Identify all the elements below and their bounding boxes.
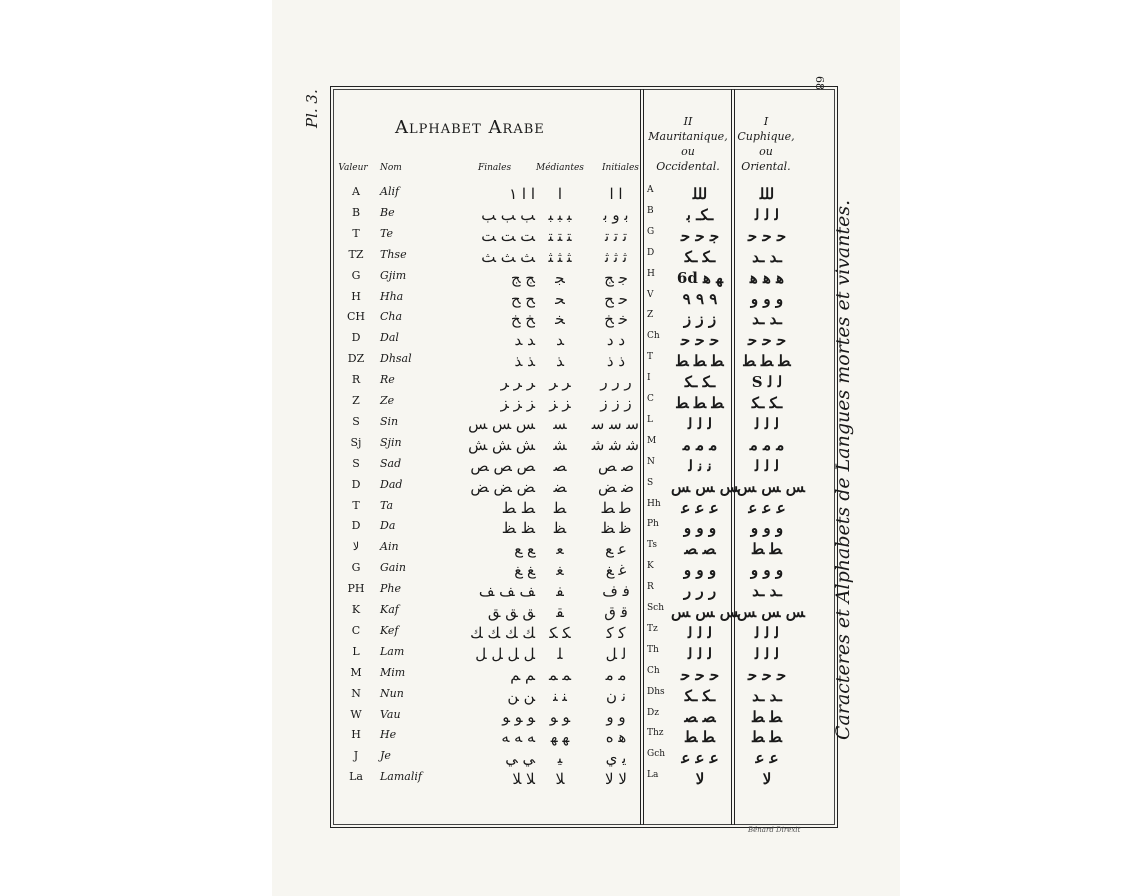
cell-nom: Alif (380, 185, 400, 198)
cell-mediantes: ﻄ (553, 498, 567, 517)
table-row (335, 269, 835, 290)
header-cuphique-line1: Cuphique, (737, 130, 795, 143)
table-row (335, 603, 835, 624)
cell-finales: ﻮ ﻮ ﻮ (502, 707, 535, 726)
cell-cuphique: ﻄ ﻄ ﻄ (743, 352, 791, 371)
cell-cuphique: ـﺪ ـﺪ (752, 582, 782, 601)
cell-valeur: M (350, 665, 362, 679)
cell-mauritanique: ﻟ ﻟ ﻟ (687, 644, 713, 663)
cell-mauritanique-value: K (647, 561, 654, 572)
cell-finales: ﺚ ﺚ ﺚ (481, 247, 535, 266)
table-row (335, 415, 835, 436)
cell-nom: Ain (380, 540, 399, 554)
cell-cuphique: ﺣ ﺣ ﺣ (747, 226, 787, 245)
cell-finales: ﺬ ﺬ (514, 352, 535, 371)
cell-mauritanique-value: S (647, 477, 654, 488)
cell-cuphique: ـﻜ ـﻜ (751, 394, 783, 412)
cell-cuphique: ﻭ ﻭ ﻭ (750, 519, 784, 538)
cell-nom: Kef (380, 623, 399, 637)
cell-mauritanique-value: L (647, 414, 653, 425)
cell-mediantes: ﺴ (553, 414, 567, 433)
cell-mauritanique-value: Ph (647, 519, 659, 530)
cell-nom: Lamalif (380, 770, 422, 784)
table-row (335, 728, 835, 749)
header-valeur: Valeur (338, 163, 368, 173)
cell-valeur: D (351, 477, 361, 491)
cell-nom: He (380, 728, 397, 742)
cell-mauritanique-value: Tz (647, 623, 658, 634)
cell-mauritanique-value: Z (647, 310, 654, 321)
cell-mauritanique: ﻭ ﻭ ﻭ (683, 519, 717, 538)
cell-mediantes: ﺸ (553, 435, 567, 454)
cell-valeur: B (351, 205, 361, 219)
cell-valeur: PH (347, 582, 365, 596)
cell-mauritanique: ـﻜ ـﻜ (684, 373, 716, 392)
cell-mediantes: ﻼ (555, 770, 565, 789)
cell-finales: ﺰ ﺰ ﺰ (500, 394, 535, 412)
cell-valeur: G (351, 561, 361, 575)
cell-mauritanique-value: Gch (647, 749, 666, 760)
cell-initiales: ﺳ ﺳ ﺳ (591, 414, 639, 433)
cell-cuphique: ﺲ ﺲ ﺲ (737, 477, 805, 496)
cell-initiales: ﻋ ﻊ (605, 540, 627, 559)
cell-finales: ﻲ ﻲ (505, 749, 535, 768)
cell-nom: Nun (380, 686, 404, 700)
cell-mauritanique-value: G (647, 226, 655, 237)
cell-finales: ا ا ١ (509, 185, 535, 203)
table-row (335, 478, 835, 499)
cell-mediantes: ﻤ ﻤ (548, 665, 572, 684)
cell-initiales: ﻓ ﻑ (602, 582, 630, 601)
cell-initiales: ﺑ ﻭ ﺑ (603, 205, 629, 224)
cell-cuphique: ﻄ ﻄ (752, 707, 782, 726)
cell-valeur: T (352, 498, 360, 512)
cell-mediantes: ﻜ ﻜ (549, 623, 571, 642)
cell-mauritanique: ﻟ ﻟ ﻟ (687, 623, 713, 642)
cell-finales: ﺲ ﺲ ﺲ (468, 414, 535, 433)
table-row (335, 436, 835, 457)
cell-finales: ﻪ ﻪ ﻪ (501, 728, 535, 747)
header-finales: Finales (478, 163, 512, 173)
cell-initiales: ﻧ ﻥ (606, 686, 626, 705)
cell-mauritanique: ﻧ ﻧ ﻟ (688, 456, 712, 475)
cell-finales: ﻢ ﻢ (510, 665, 535, 684)
cell-mauritanique-value: Sch (647, 603, 665, 613)
cell-finales: ﺾ ﺾ ﺾ (470, 477, 535, 496)
cell-cuphique: ﻟﻠﻠ (759, 185, 775, 203)
cell-cuphique: ﺣ ﺣ ﺣ (747, 665, 787, 684)
cell-mauritanique: ﻄ ﻄ (685, 728, 715, 747)
table-row (335, 185, 835, 206)
table-row (335, 624, 835, 645)
cell-valeur: K (351, 603, 361, 616)
cell-mauritanique: 6d ﻬ ﻫ (676, 268, 724, 287)
cell-valeur: Z (352, 394, 360, 407)
cell-mauritanique-value: V (647, 289, 654, 300)
cell-mauritanique: ﺭ ﺭ ﺭ (683, 582, 717, 601)
table-row (335, 687, 835, 708)
cell-cuphique: ﻋ ﻋ (755, 749, 779, 768)
table-row (335, 519, 835, 540)
cell-mediantes: ﻨ ﻨ (553, 686, 567, 705)
cell-mauritanique-value: Ts (647, 540, 657, 551)
cell-mauritanique-value: Dz (647, 707, 659, 718)
cell-mediantes: ﺮ ﺮ (549, 373, 571, 392)
cell-finales: ﻞ ﻞ ﻞ ﻞ (475, 644, 535, 663)
cell-mauritanique: ٩ ٩ ٩ (682, 289, 718, 308)
cell-mauritanique: ﻟﻠﻠ (692, 185, 708, 203)
cell-mediantes: ﺤ (555, 289, 565, 308)
cell-initiales: ﺧ ﺦ (604, 310, 628, 329)
cell-initiales: ﺫ ﺫ (606, 352, 626, 371)
cell-valeur: S (352, 414, 360, 428)
cell-finales: ﻆ ﻆ (501, 519, 535, 538)
cell-cuphique: ـﺪ ـﺪ (752, 247, 782, 266)
cell-nom: Sjin (380, 435, 402, 449)
cell-mauritanique: ﺟ ﺣ ﺣ (680, 226, 720, 245)
cell-mauritanique: ﻭ ﻭ ﻭ (683, 561, 717, 580)
cell-finales: ﻦ ﻦ (507, 686, 535, 705)
cell-cuphique: ﻟ ﻟ ﻟ (754, 644, 780, 663)
cell-mauritanique: ـﻜـ ﺑ (686, 205, 714, 224)
cell-initiales: ﺩ ﺩ (606, 331, 626, 350)
cell-cuphique: ـﺪ ـﺪ (752, 310, 782, 329)
cell-nom: Dal (380, 331, 399, 345)
cell-nom: Je (380, 749, 391, 763)
table-row (335, 708, 835, 729)
cell-mauritanique-value: H (647, 268, 655, 279)
cell-finales: ﻒ ﻒ ﻒ (478, 582, 535, 601)
header-mauritanique-num: II (683, 115, 693, 128)
cell-initiales: ﻟ ﻞ (605, 644, 627, 663)
header-mauritanique-line1: Mauritanique, (648, 130, 728, 143)
cell-mediantes: ﺨ (555, 310, 565, 329)
table-row (335, 749, 835, 770)
cell-mauritanique-value: Ch (647, 331, 660, 342)
table-row (335, 666, 835, 687)
cell-valeur: D (351, 331, 361, 345)
cell-mauritanique-value: N (647, 456, 655, 467)
cell-mediantes: ﺒ ﺒ ﺒ (548, 205, 572, 224)
cell-initiales: ﺛ ﺛ ﺛ (604, 247, 628, 266)
cell-mediantes: ﻴ (557, 749, 563, 768)
cell-initiales: ﻻ ﻻ (605, 770, 627, 789)
cell-initiales: ﺣ ﺢ (604, 289, 628, 308)
cell-cuphique: ﻄ ﻄ (752, 540, 782, 559)
cell-mauritanique: ﺣ ﺣ ﺣ (680, 331, 720, 350)
cell-mediantes: ا (557, 185, 563, 203)
cell-mediantes: ﺪ (556, 331, 564, 350)
cell-initiales: ﻏ ﻎ (605, 561, 627, 580)
cell-initiales: ﻗ ﻕ (604, 603, 628, 621)
cell-nom: Re (380, 373, 395, 387)
plate-number: Pl. 3. (303, 89, 321, 128)
cell-initiales: ا ا (609, 185, 623, 203)
cell-mediantes: ﻌ (556, 540, 564, 559)
cell-mauritanique: ﻄ ﻄ ﻄ (676, 352, 724, 371)
cell-initiales: ﻃ ﻂ (600, 498, 632, 517)
header-initiales: Initiales (602, 163, 639, 173)
cell-mauritanique-value: I (647, 373, 651, 384)
cell-initiales: ﺭ ﺭ ﺭ (600, 373, 632, 392)
cell-mauritanique: ﻋ ﻋ ﻋ (681, 749, 719, 768)
cell-nom: Vau (380, 707, 401, 721)
cell-valeur: N (351, 686, 361, 700)
table-row (335, 352, 835, 373)
cell-initiales: ﻳ ﻱ (605, 749, 627, 768)
cell-mediantes: ﻠ (557, 644, 563, 663)
table-row (335, 331, 835, 352)
table-row (335, 499, 835, 520)
cell-valeur: CH (346, 310, 365, 324)
cell-valeur: C (351, 623, 361, 637)
cell-cuphique: ﻋ ﻋ ﻋ (748, 498, 786, 517)
cell-initiales: ﻫ ﻩ (605, 728, 627, 747)
header-cuphique-num: I (763, 115, 769, 128)
header-cuphique (736, 114, 796, 174)
cell-valeur: G (351, 268, 361, 282)
cell-cuphique: ﻻ (762, 770, 772, 789)
cell-valeur: D (351, 519, 361, 533)
cell-mediantes: ﺬ (556, 352, 564, 371)
cell-valeur: T (352, 226, 360, 240)
cell-cuphique: ﻣ ﻣ ﻣ (749, 435, 785, 454)
cell-cuphique: ـﺪ ـﺪ (752, 686, 782, 705)
cell-valeur: R (351, 373, 361, 387)
cell-valeur: J (353, 749, 359, 763)
cell-nom: Kaf (380, 603, 399, 616)
header-cuphique-line2: ou (759, 145, 773, 158)
cell-initiales: ﻛ ﻛ (606, 623, 626, 642)
cell-initiales: ﻭ ﻭ (606, 707, 626, 726)
cell-mediantes: ﻬ ﻬ (550, 728, 570, 747)
cell-finales: ﻼ ﻼ (512, 770, 535, 789)
page-number: 68 (813, 76, 826, 90)
table-row (335, 227, 835, 248)
cell-cuphique: ﺣ ﺣ ﺣ (747, 331, 787, 350)
cell-mauritanique: ﺯ ﺯ ﺯ (683, 310, 717, 329)
cell-mauritanique: ـﻜ ـﻜ (684, 247, 716, 266)
cell-finales: ﺺ ﺺ ﺺ (470, 456, 535, 475)
cell-nom: Hha (380, 289, 404, 303)
cell-cuphique: ﺲ ﺲ ﺲ (737, 603, 805, 621)
cell-nom: Da (380, 519, 396, 533)
page-title: Alphabet Arabe (395, 117, 545, 138)
cell-finales: ﺢ ﺢ (510, 289, 535, 308)
engraver-credit: Bénard Direxit (748, 826, 801, 834)
cell-finales: ﻎ ﻎ (514, 561, 535, 580)
cell-valeur: L (352, 644, 360, 658)
cell-mediantes: ﻈ (553, 519, 567, 538)
cell-initiales: ﻇ ﻆ (600, 519, 632, 538)
cell-valeur: W (350, 707, 362, 721)
cell-finales: ﺖ ﺖ ﺖ (481, 226, 535, 245)
cell-mediantes: ﺘ ﺘ ﺘ (548, 226, 572, 245)
cell-finales: ﺮ ﺮ ﺮ (500, 373, 535, 392)
cell-initiales: ﻣ ﻣ (605, 665, 627, 684)
cell-mauritanique-value: Hh (647, 498, 661, 509)
cell-mauritanique: ﻋ ﻋ ﻋ (681, 498, 719, 517)
cell-cuphique: ﻭ ﻭ ﻭ (750, 561, 784, 580)
cell-mauritanique: ﺼ ﺼ (684, 540, 716, 559)
table-row (335, 310, 835, 331)
cell-nom: Be (380, 205, 395, 219)
cell-mauritanique: ﺲ ﺲ ﺲ (671, 603, 739, 621)
cell-mauritanique: ﺣ ﺣ ﺣ (680, 665, 720, 684)
cell-mauritanique-value: M (647, 435, 657, 446)
cell-cuphique: ﻟ ﻟ ﻟ (754, 414, 780, 433)
cell-nom: Cha (380, 310, 403, 324)
header-nom: Nom (380, 163, 402, 173)
table-row (335, 248, 835, 269)
cell-finales: ﺦ ﺦ (510, 310, 535, 329)
cell-mediantes: ﻔ (556, 582, 564, 601)
cell-mediantes: ﻀ (553, 477, 567, 496)
cell-nom: Sad (380, 456, 402, 470)
table-row (335, 540, 835, 561)
cell-nom: Sin (380, 414, 399, 428)
cell-mauritanique-value: Ch (647, 665, 660, 676)
header-mauritanique (645, 114, 731, 174)
cell-initiales: ﺯ ﺯ ﺯ (600, 394, 632, 412)
cell-mauritanique: ﻄ ﻄ ﻄ (676, 394, 724, 412)
cell-mauritanique-value: T (647, 352, 654, 363)
table-row (335, 561, 835, 582)
cell-cuphique: ﻟ ﻟ ﻟ (754, 623, 780, 642)
table-row (335, 394, 835, 415)
cell-finales: ﻚ ﻚ ﻚ ﻚ (470, 623, 535, 642)
cell-mediantes: ﺼ (553, 456, 567, 475)
table-row (335, 206, 835, 227)
cell-mauritanique: ﻻ (695, 770, 705, 789)
cell-mediantes: ﺰ ﺰ (549, 394, 571, 412)
cell-valeur: H (351, 289, 361, 303)
cell-valeur: S (352, 456, 360, 470)
cell-mauritanique-value: La (647, 770, 659, 781)
header-mauritanique-line2: ou (681, 145, 695, 158)
cell-valeur: TZ (348, 247, 364, 261)
cell-valeur: ﻻ (352, 540, 360, 554)
side-title: Caracteres et Alphabets de Langues mortes et vivantes. (832, 199, 854, 740)
cell-finales: ﺪ ﺪ (514, 331, 535, 350)
cell-nom: Gain (380, 561, 406, 575)
cell-mediantes: ﺠ (555, 268, 565, 287)
cell-nom: Ta (380, 498, 394, 512)
table-row (335, 290, 835, 311)
cell-cuphique: ﻭ ﻭ ﻭ (750, 289, 784, 308)
cell-valeur: H (351, 728, 361, 742)
cell-mediantes: ﻮ ﻮ (549, 707, 571, 726)
cell-finales: ﺞ ﺞ (510, 268, 535, 287)
table-row (335, 457, 835, 478)
cell-mauritanique-value: Th (647, 644, 659, 655)
cell-mauritanique-value: R (647, 582, 654, 593)
cell-mediantes: ﻘ (556, 603, 564, 621)
cell-mauritanique-value: Dhs (647, 686, 665, 697)
cell-nom: Lam (380, 644, 405, 658)
cell-mediantes: ﺜ ﺜ ﺜ (548, 247, 572, 266)
table-row (335, 770, 835, 791)
cell-nom: Gjim (380, 268, 407, 282)
cell-valeur: La (349, 770, 363, 784)
cell-mauritanique-value: B (647, 205, 654, 216)
cell-valeur: A (352, 185, 360, 198)
table-row (335, 645, 835, 666)
cell-nom: Phe (380, 582, 401, 596)
table-row (335, 373, 835, 394)
cell-mauritanique: ﺲ ﺲ ﺲ (671, 477, 739, 496)
cell-cuphique: ﻟ ﻟ ﻟ (754, 456, 780, 475)
cell-initiales: ﺿ ﺾ (598, 477, 634, 496)
cell-cuphique: ﻟ ﻟ ﻟ (754, 205, 780, 224)
cell-nom: Te (380, 226, 393, 240)
table-row (335, 582, 835, 603)
cell-cuphique: ﻫ ﻫ ﻫ (749, 268, 785, 287)
cell-mediantes: ﻐ (556, 561, 564, 580)
cell-mauritanique-value: A (647, 185, 654, 195)
cell-mauritanique-value: Thz (647, 728, 664, 739)
cell-valeur: DZ (347, 352, 365, 366)
cell-initiales: ﺗ ﺗ ﺗ (604, 226, 628, 245)
cell-valeur: Sj (350, 435, 362, 449)
cell-nom: Thse (380, 247, 407, 261)
cell-finales: ﻊ ﻊ (514, 540, 535, 559)
cell-finales: ﻂ ﻂ (501, 498, 535, 517)
cell-mauritanique: ﻣ ﻣ ﻣ (682, 435, 718, 454)
cell-mauritanique-value: C (647, 394, 654, 404)
cell-mauritanique: ﻟ ﻟ ﻟ (687, 414, 713, 433)
header-mediantes: Médiantes (536, 163, 584, 173)
cell-initiales: ﺻ ﺺ (598, 456, 634, 475)
cell-mauritanique: ﺼ ﺼ (684, 707, 716, 726)
cell-nom: Ze (380, 394, 395, 407)
cell-initiales: ﺷ ﺷ ﺷ (591, 435, 639, 454)
cell-nom: Dad (380, 477, 403, 491)
cell-mauritanique-value: D (647, 247, 655, 258)
cell-cuphique: ﻄ ﻄ (752, 728, 782, 747)
cell-cuphique: S ﻟ ﻟ (751, 373, 783, 392)
cell-finales: ﺶ ﺶ ﺶ (468, 435, 535, 454)
cell-nom: Mim (380, 665, 406, 679)
header-mauritanique-line3: Occidental. (656, 160, 720, 173)
cell-nom: Dhsal (380, 352, 412, 366)
header-cuphique-line3: Oriental. (741, 160, 791, 173)
cell-finales: ﺐ ﺐ ﺐ (481, 205, 535, 224)
cell-mauritanique: ـﻜ ـﻜ (684, 686, 716, 705)
cell-finales: ﻖ ﻖ ﻖ (487, 603, 535, 621)
cell-initiales: ﺟ ﺞ (604, 268, 628, 287)
